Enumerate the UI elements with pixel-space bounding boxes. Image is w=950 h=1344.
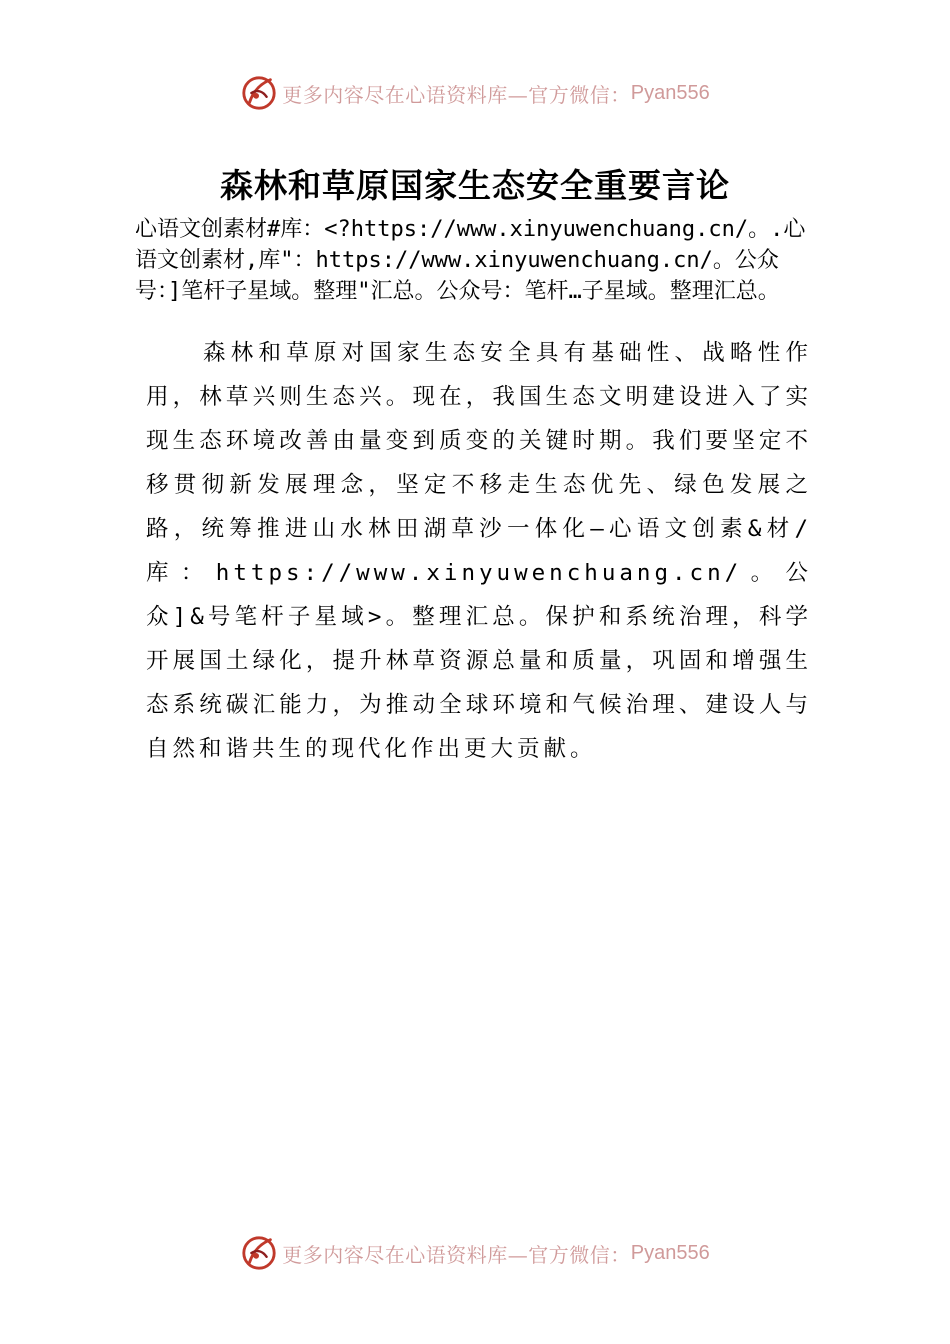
xinyu-logo-icon [240,1234,278,1272]
body-paragraph: 森林和草原对国家生态安全具有基础性、战略性作用，林草兴则生态兴。现在，我国生态文明建设进入了实现生态环境改善由量变到质变的关键时期。我们要坚定不移贯彻新发展理念，坚定不移走生态优先、绿色发展之路，统筹推进山水林田湖草沙一体化—心语文创素&材/库：https://www.xinyuwenchuang.cn/。公众]&号笔杆子星域>。整理汇总。保护和系统治理，科学开展国土绿化，提升林草资源总量和质量，巩固和增强生态系统碳汇能力，为推动全球环境和气候治理、建设人与自然和谐共生的现代化作出更大贡献。 [146,340,812,762]
wechat-id: Pyan556 [630,81,710,104]
header-banner [0,71,950,115]
source-watermark-text: 心语文创素材#库：<?https://www.xinyuwenchuang.cn/。.心语文创素材,库"：https://www.xinyuwenchuang.cn/。公众号：]笔杆子星域。整理"汇总。公众号：笔杆…子星域。整理汇总。 [135,217,806,304]
xinyu-logo-icon [240,74,278,112]
document-title: 森林和草原国家生态安全重要言论 [220,166,730,205]
wechat-id: Pyan556 [630,1241,710,1264]
banner-text: 更多内容尽在心语资料库—官方微信： [282,1242,631,1267]
footer-banner [0,1231,950,1275]
banner-text: 更多内容尽在心语资料库—官方微信： [282,82,631,107]
